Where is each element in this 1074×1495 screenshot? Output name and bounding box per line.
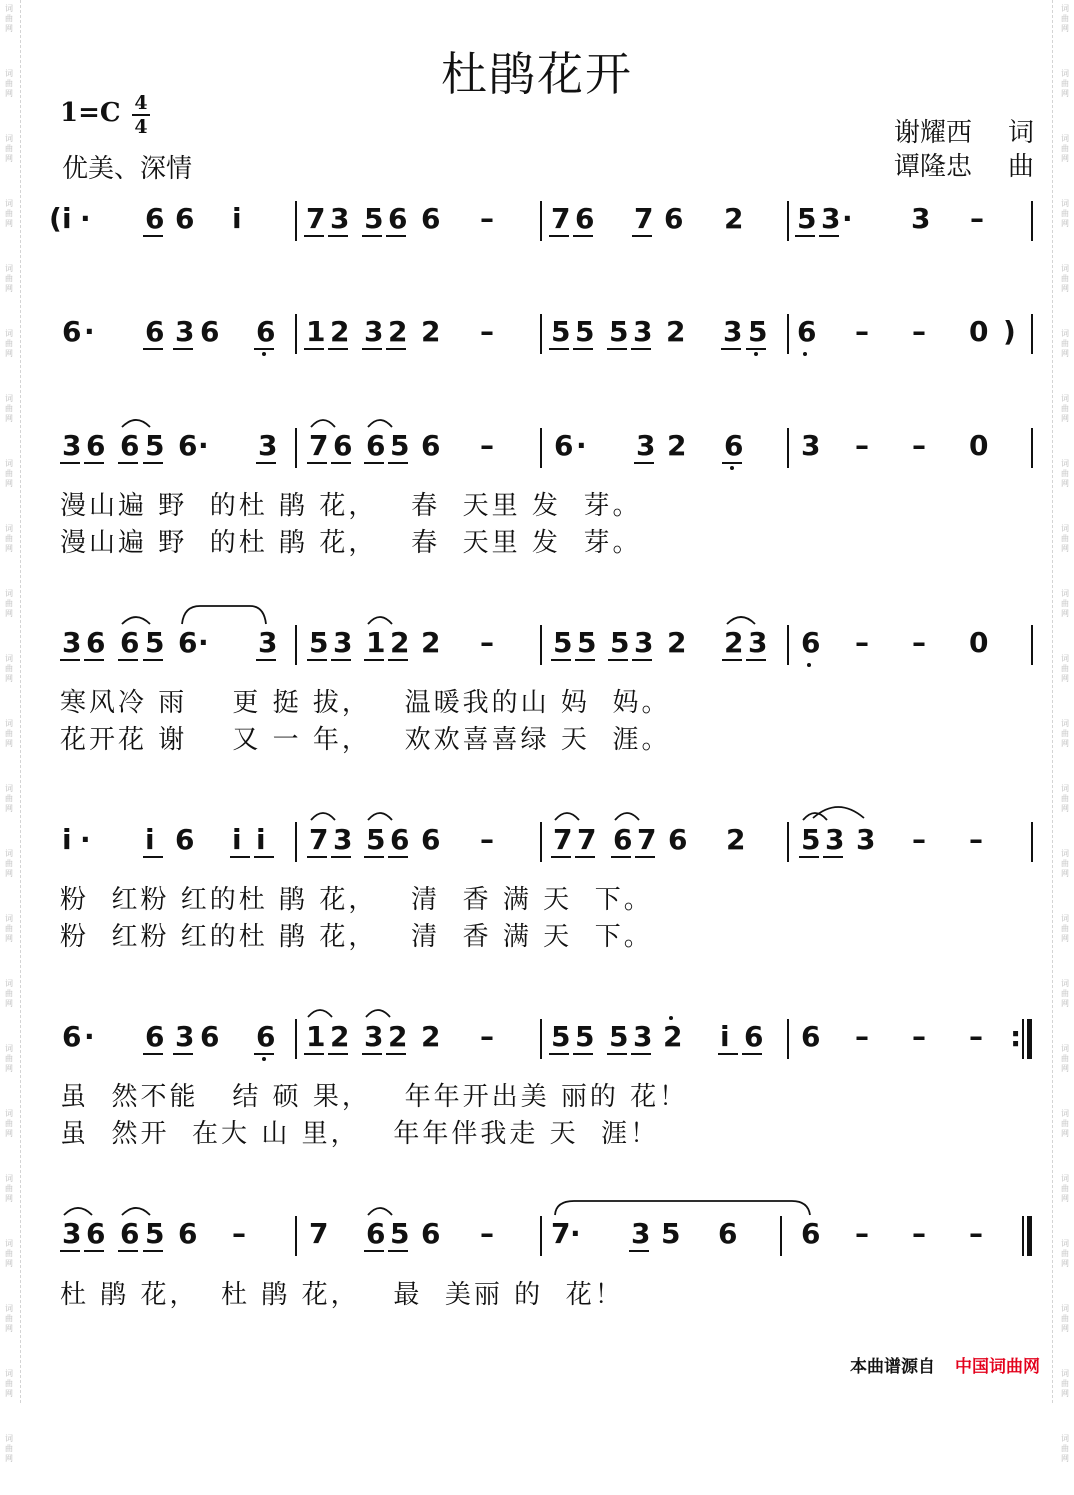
note-glyph: 3: [633, 1020, 653, 1053]
note-glyph: 2: [330, 1020, 350, 1053]
note-glyph: 2: [667, 429, 687, 462]
source-note: [850, 1352, 1040, 1377]
note-glyph: 6: [421, 202, 441, 235]
note-glyph: 6: [120, 429, 140, 462]
note-glyph: 5: [609, 1020, 629, 1053]
note-glyph: 5: [748, 315, 768, 348]
note-glyph: 0: [969, 429, 989, 462]
lyric-line: 漫山遍 野 的杜 鹃 花， 春 天里 发 芽。: [60, 528, 642, 558]
note-glyph: 6: [664, 202, 684, 235]
slur: [615, 813, 639, 820]
note-glyph: 3: [175, 315, 195, 348]
slur: [813, 807, 864, 818]
note-glyph: 3: [631, 1217, 651, 1250]
note-glyph: 2: [666, 315, 686, 348]
note-glyph: 0: [969, 315, 989, 348]
note-glyph: 6: [718, 1217, 738, 1250]
note-glyph: 7: [634, 202, 654, 235]
note-glyph: 5: [801, 823, 821, 856]
note-glyph: –: [855, 315, 869, 348]
note-glyph: –: [855, 1217, 869, 1250]
note-glyph: 7: [577, 823, 597, 856]
note-glyph: 6: [62, 1020, 82, 1053]
note-glyph: 6: [62, 315, 82, 348]
note-glyph: 6: [801, 626, 821, 659]
note-glyph: 6: [120, 626, 140, 659]
note-glyph: 5: [797, 202, 817, 235]
note-glyph: 5: [551, 1020, 571, 1053]
note-glyph: 2: [421, 1020, 441, 1053]
note-glyph: 6: [421, 823, 441, 856]
note-glyph: 6: [668, 823, 688, 856]
note-glyph: –: [912, 315, 926, 348]
note-glyph: –: [912, 1217, 926, 1250]
note-glyph: ): [1003, 315, 1016, 348]
time-signature-bottom: 4: [134, 116, 148, 138]
note-glyph: 3: [748, 626, 768, 659]
note-glyph: –: [480, 1217, 494, 1250]
note-glyph: i: [145, 823, 155, 856]
slur: [122, 617, 150, 624]
note-glyph: 5: [145, 1217, 165, 1250]
note-glyph: i: [720, 1020, 730, 1053]
note-glyph: 6: [724, 429, 744, 462]
slur: [555, 1201, 810, 1215]
note-glyph: 5: [364, 202, 384, 235]
note-glyph: 6: [388, 202, 408, 235]
note-glyph: 7: [309, 429, 329, 462]
note-glyph: –: [855, 429, 869, 462]
key-signature: 1=C: [60, 98, 121, 128]
note-glyph: 6: [366, 429, 386, 462]
note-glyph: 7: [309, 1217, 329, 1250]
note-glyph: 6: [421, 1217, 441, 1250]
note-glyph: 6: [145, 202, 165, 235]
note-glyph: 7: [553, 823, 573, 856]
note-glyph: 6: [554, 429, 574, 462]
note-glyph: 0: [969, 626, 989, 659]
lyric-line: 杜 鹃 花， 杜 鹃 花， 最 美丽 的 花！: [60, 1280, 624, 1310]
note-glyph: –: [480, 626, 494, 659]
note-glyph: ·: [570, 1217, 581, 1250]
note-glyph: 6: [421, 429, 441, 462]
note-glyph: 5: [553, 626, 573, 659]
note-glyph: 2: [330, 315, 350, 348]
time-signature-top: 4: [134, 92, 148, 114]
note-glyph: 3: [258, 626, 278, 659]
note-glyph: 3: [801, 429, 821, 462]
note-glyph: 5: [309, 626, 329, 659]
lyric-line: 漫山遍 野 的杜 鹃 花， 春 天里 发 芽。: [60, 491, 642, 521]
note-glyph: 2: [724, 626, 744, 659]
note-glyph: 6: [120, 1217, 140, 1250]
note-glyph: 3: [821, 202, 841, 235]
note-glyph: –: [480, 429, 494, 462]
note-glyph: 6: [86, 1217, 106, 1250]
slur: [368, 1208, 392, 1215]
note-glyph: 2: [388, 1020, 408, 1053]
note-glyph: 6: [256, 315, 276, 348]
lyricist-name: 谢耀西: [893, 118, 972, 148]
note-glyph: 2: [663, 1020, 683, 1053]
note-glyph: 6: [801, 1217, 821, 1250]
note-glyph: 3: [62, 1217, 82, 1250]
note-glyph: 6: [200, 1020, 220, 1053]
note-glyph: 5: [390, 1217, 410, 1250]
note-glyph: 6: [333, 429, 353, 462]
slur: [311, 813, 335, 820]
note-glyph: 3: [825, 823, 845, 856]
note-glyph: 6: [575, 202, 595, 235]
note-glyph: ·: [198, 626, 209, 659]
note-glyph: 6: [178, 429, 198, 462]
note-glyph: 6: [390, 823, 410, 856]
note-glyph: i: [232, 202, 242, 235]
note-glyph: –: [912, 1020, 926, 1053]
note-glyph: 5: [609, 315, 629, 348]
note-glyph: ·: [198, 429, 209, 462]
note-glyph: 7: [551, 1217, 571, 1250]
note-glyph: –: [480, 315, 494, 348]
side-watermark-left: 词 曲 网 词 曲 网 词 曲 网 词 曲 网 词 曲 网 词 曲 网 词 曲 网 词 曲 网 词 曲 网 词 曲 网 词 曲 网 词 曲 网 词 曲 网 词 曲 网 词 曲 网 词 曲 网 词 曲 网 词 曲 网 词 曲 网 词 曲 网 词 曲 网 词 曲 网 词 曲 网: [5, 4, 13, 1463]
slur: [122, 420, 150, 427]
lyric-line: 虽 然不能 结 硕 果， 年年开出美 丽的 花！: [60, 1082, 689, 1112]
lyricist-role: 词: [1007, 118, 1034, 148]
note-glyph: –: [912, 823, 926, 856]
slur: [727, 617, 755, 624]
note-glyph: 2: [390, 626, 410, 659]
note-glyph: 6: [744, 1020, 764, 1053]
slur: [122, 1208, 150, 1215]
note-glyph: 3: [333, 823, 353, 856]
note-glyph: 7: [309, 823, 329, 856]
note-glyph: 5: [145, 626, 165, 659]
note-glyph: –: [969, 823, 983, 856]
note-glyph: 3: [364, 315, 384, 348]
note-glyph: 6: [366, 1217, 386, 1250]
side-watermark-right: 词 曲 网 词 曲 网 词 曲 网 词 曲 网 词 曲 网 词 曲 网 词 曲 网 词 曲 网 词 曲 网 词 曲 网 词 曲 网 词 曲 网 词 曲 网 词 曲 网 词 曲 网 词 曲 网 词 曲 网 词 曲 网 词 曲 网 词 曲 网 词 曲 网 词 曲 网 词 曲 网: [1061, 4, 1069, 1463]
note-glyph: 7: [637, 823, 657, 856]
note-glyph: i: [232, 823, 242, 856]
note-glyph: ·: [842, 202, 853, 235]
note-glyph: 2: [726, 823, 746, 856]
note-glyph: 6: [178, 1217, 198, 1250]
slur: [368, 420, 392, 427]
note-glyph: ·: [80, 823, 91, 856]
note-glyph: 2: [724, 202, 744, 235]
note-glyph: –: [480, 823, 494, 856]
note-glyph: 5: [610, 626, 630, 659]
slur: [311, 420, 335, 427]
note-glyph: –: [912, 429, 926, 462]
note-glyph: ·: [84, 1020, 95, 1053]
note-glyph: 6: [613, 823, 633, 856]
note-glyph: i: [62, 823, 72, 856]
note-glyph: –: [855, 1020, 869, 1053]
note-glyph: 6: [145, 315, 165, 348]
slur: [64, 1208, 92, 1215]
note-glyph: ·: [84, 315, 95, 348]
note-glyph: 6: [86, 626, 106, 659]
note-glyph: 5: [366, 823, 386, 856]
note-glyph: –: [855, 626, 869, 659]
note-glyph: 5: [577, 626, 597, 659]
note-glyph: 3: [636, 429, 656, 462]
note-glyph: –: [969, 1020, 983, 1053]
source-prefix: 本曲谱源自: [850, 1357, 935, 1377]
note-glyph: 3: [634, 626, 654, 659]
note-glyph: 6: [178, 626, 198, 659]
note-glyph: 3: [330, 202, 350, 235]
note-glyph: 3: [364, 1020, 384, 1053]
lyric-line: 粉 红粉 红的杜 鹃 花， 清 香 满 天 下。: [60, 885, 653, 915]
note-glyph: 3: [258, 429, 278, 462]
source-site-link[interactable]: 中国词曲网: [955, 1357, 1040, 1377]
note-glyph: 1: [366, 626, 386, 659]
note-glyph: ·: [80, 202, 91, 235]
slur: [308, 1010, 332, 1017]
note-glyph: 5: [661, 1217, 681, 1250]
note-glyph: –: [970, 202, 984, 235]
note-glyph: ·: [576, 429, 587, 462]
note-glyph: 3: [175, 1020, 195, 1053]
note-glyph: 6: [200, 315, 220, 348]
note-glyph: 7: [551, 202, 571, 235]
note-glyph: 3: [633, 315, 653, 348]
slur: [555, 813, 579, 820]
note-glyph: 3: [62, 626, 82, 659]
note-glyph: 5: [575, 1020, 595, 1053]
note-glyph: i: [62, 202, 72, 235]
note-glyph: 6: [175, 823, 195, 856]
note-glyph: 2: [421, 315, 441, 348]
composer-role: 曲: [1007, 152, 1034, 182]
note-glyph: 3: [856, 823, 876, 856]
slur: [368, 813, 392, 820]
note-glyph: 5: [145, 429, 165, 462]
note-glyph: 1: [306, 1020, 326, 1053]
slur: [368, 617, 392, 624]
note-glyph: 2: [667, 626, 687, 659]
note-glyph: –: [480, 1020, 494, 1053]
note-glyph: –: [232, 1217, 246, 1250]
note-glyph: 5: [575, 315, 595, 348]
note-glyph: 6: [797, 315, 817, 348]
lyric-line: 花开花 谢 又 一 年， 欢欢喜喜绿 天 涯。: [60, 725, 671, 755]
note-glyph: 2: [388, 315, 408, 348]
note-glyph: 6: [86, 429, 106, 462]
lyric-line: 寒风冷 雨 更 挺 拔， 温暖我的山 妈 妈。: [60, 688, 671, 718]
note-glyph: –: [912, 626, 926, 659]
tempo-mood: 优美、深情: [62, 154, 193, 184]
note-glyph: 6: [175, 202, 195, 235]
song-title: 杜鹃花开: [441, 47, 633, 101]
lyric-line: 虽 然开 在大 山 里， 年年伴我走 天 涯！: [60, 1119, 660, 1149]
note-glyph: 1: [306, 315, 326, 348]
note-glyph: 7: [306, 202, 326, 235]
note-glyph: 5: [551, 315, 571, 348]
note-glyph: :: [1010, 1020, 1022, 1053]
note-glyph: 3: [911, 202, 931, 235]
note-glyph: 3: [62, 429, 82, 462]
note-glyph: –: [969, 1217, 983, 1250]
note-glyph: 6: [256, 1020, 276, 1053]
note-glyph: 3: [723, 315, 743, 348]
note-glyph: 5: [390, 429, 410, 462]
note-glyph: 6: [801, 1020, 821, 1053]
note-glyph: 3: [333, 626, 353, 659]
composer-name: 谭隆忠: [893, 152, 972, 182]
slur: [182, 606, 266, 624]
note-glyph: (: [49, 202, 62, 235]
slur: [366, 1010, 390, 1017]
lyric-line: 粉 红粉 红的杜 鹃 花， 清 香 满 天 下。: [60, 922, 653, 952]
note-glyph: 2: [421, 626, 441, 659]
note-glyph: –: [480, 202, 494, 235]
note-glyph: i: [256, 823, 266, 856]
note-glyph: 6: [145, 1020, 165, 1053]
